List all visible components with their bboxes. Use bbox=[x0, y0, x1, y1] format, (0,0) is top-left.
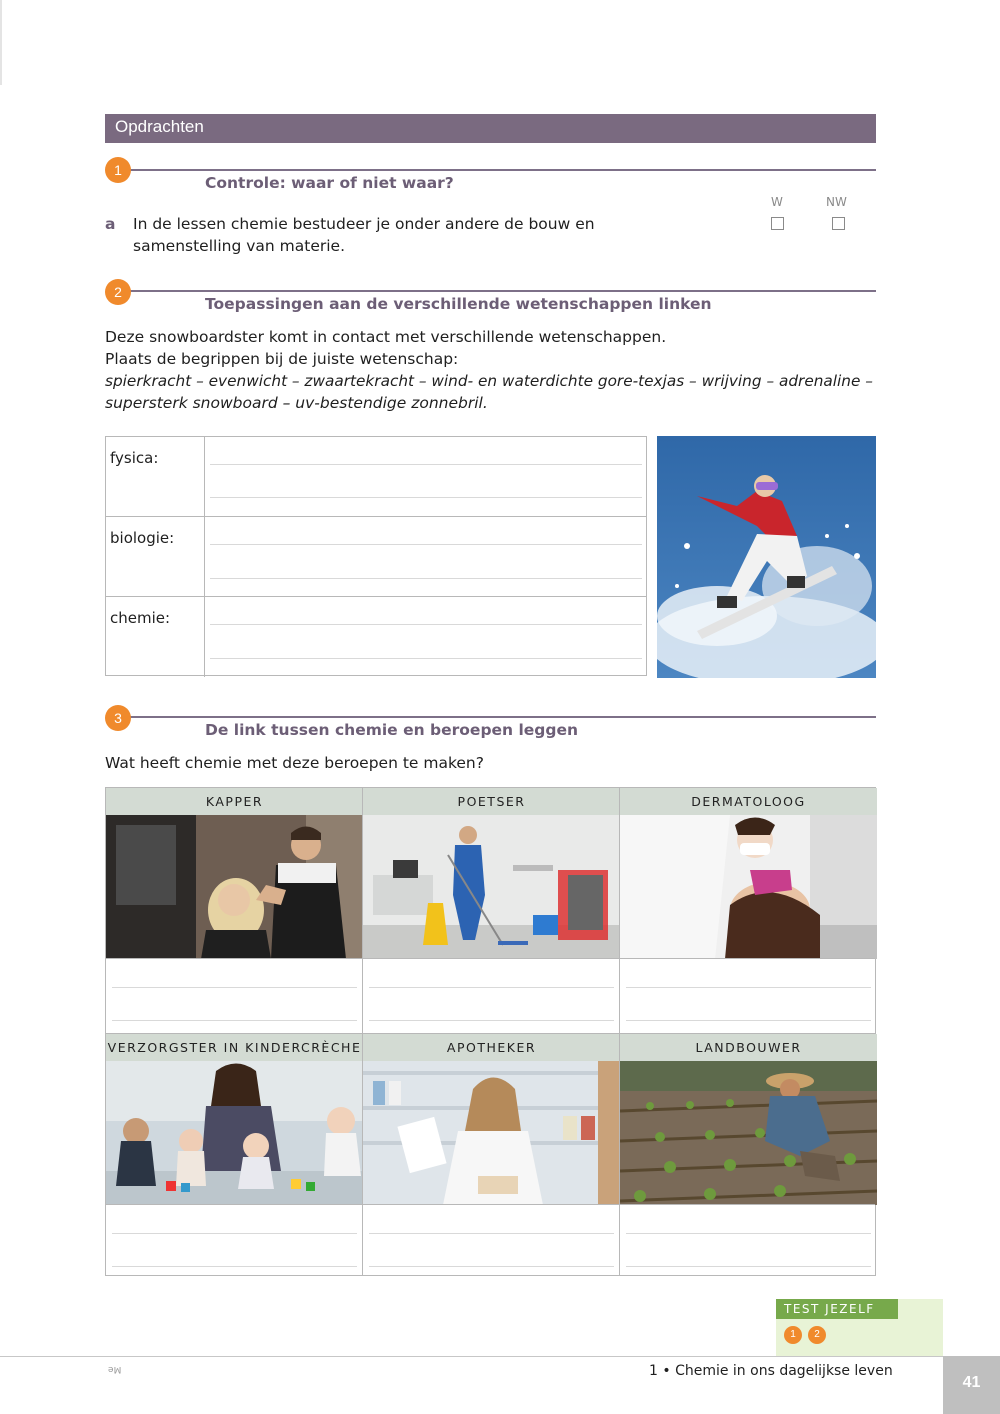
job-landbouwer bbox=[620, 1034, 877, 1277]
job-poetser bbox=[363, 788, 620, 1031]
jobs-table bbox=[105, 787, 876, 1276]
item-text-line-1: In de lessen chemie bestudeer je onder andere de bouw en bbox=[133, 215, 595, 233]
job-verzorgster bbox=[106, 1034, 363, 1277]
job-label: POETSER bbox=[363, 788, 620, 815]
footer-rule bbox=[0, 1356, 943, 1357]
answer-line[interactable] bbox=[626, 1233, 871, 1234]
page-number-box bbox=[943, 1356, 1000, 1414]
test-jezelf-label: TEST JEZELF bbox=[776, 1299, 898, 1319]
job-label: APOTHEKER bbox=[363, 1034, 620, 1061]
answer-line[interactable] bbox=[369, 987, 614, 988]
exercise-2-intro-2: Plaats de begrippen bij de juiste wetenschap: bbox=[105, 350, 459, 368]
cell-divider bbox=[204, 597, 205, 677]
page-number: 41 bbox=[962, 1374, 981, 1391]
answer-line[interactable] bbox=[626, 1266, 871, 1267]
item-letter: a bbox=[105, 215, 116, 233]
column-divider bbox=[619, 788, 620, 1275]
answer-line[interactable] bbox=[112, 1233, 357, 1234]
kapper-photo bbox=[106, 815, 363, 959]
answer-line[interactable] bbox=[369, 1266, 614, 1267]
photo-divider bbox=[106, 1204, 875, 1205]
exercise-2-intro-1: Deze snowboardster komt in contact met verschillende wetenschappen. bbox=[105, 328, 667, 346]
job-label: KAPPER bbox=[106, 788, 363, 815]
answer-line[interactable] bbox=[626, 987, 871, 988]
verzorgster-photo bbox=[106, 1061, 363, 1205]
exercise-3-number: 3 bbox=[105, 705, 131, 731]
cell-divider bbox=[204, 517, 205, 597]
page-edge bbox=[0, 0, 2, 85]
test-item-1[interactable]: 1 bbox=[784, 1326, 802, 1344]
answer-line[interactable] bbox=[112, 1020, 357, 1021]
answer-line[interactable] bbox=[210, 544, 642, 545]
exercise-2-terms-1: spierkracht – evenwicht – zwaartekracht – wind- en waterdichte gore-texjas – wrijving – adrenaline – bbox=[105, 372, 873, 390]
exercise-2-terms-2: supersterk snowboard – uv-bestendige zonnebril. bbox=[105, 394, 488, 412]
section-header bbox=[105, 114, 876, 143]
test-jezelf-box bbox=[776, 1299, 943, 1356]
exercise-2-number: 2 bbox=[105, 279, 131, 305]
true-column-label: W bbox=[771, 195, 783, 209]
snowboarder-photo bbox=[657, 436, 876, 678]
exercise-1-rule bbox=[118, 169, 876, 171]
science-row-chemie bbox=[106, 597, 646, 677]
section-title: Opdrachten bbox=[115, 117, 204, 136]
science-table bbox=[105, 436, 647, 676]
cell-divider bbox=[204, 437, 205, 517]
answer-line[interactable] bbox=[210, 578, 642, 579]
false-column-label: NW bbox=[826, 195, 847, 209]
answer-line[interactable] bbox=[369, 1020, 614, 1021]
science-label: chemie: bbox=[110, 609, 171, 627]
science-row-biologie bbox=[106, 517, 646, 597]
job-label: LANDBOUWER bbox=[620, 1034, 877, 1061]
item-text-line-2: samenstelling van materie. bbox=[133, 237, 346, 255]
science-row-fysica bbox=[106, 437, 646, 517]
job-apotheker bbox=[363, 1034, 620, 1277]
answer-line[interactable] bbox=[210, 464, 642, 465]
job-dermatoloog bbox=[620, 788, 877, 1031]
job-label: VERZORGSTER IN KINDERCRÈCHE bbox=[106, 1034, 363, 1061]
poetser-photo bbox=[363, 815, 620, 959]
answer-line[interactable] bbox=[210, 658, 642, 659]
exercise-1-title: Controle: waar of niet waar? bbox=[205, 174, 454, 192]
answer-line[interactable] bbox=[112, 987, 357, 988]
answer-line[interactable] bbox=[210, 624, 642, 625]
answer-line[interactable] bbox=[112, 1266, 357, 1267]
exercise-3-title: De link tussen chemie en beroepen leggen bbox=[205, 721, 579, 739]
answer-line[interactable] bbox=[626, 1020, 871, 1021]
job-label: DERMATOLOOG bbox=[620, 788, 877, 815]
photo-divider bbox=[106, 958, 875, 959]
exercise-3-rule bbox=[118, 716, 876, 718]
exercise-3-question: Wat heeft chemie met deze beroepen te maken? bbox=[105, 754, 484, 772]
row-divider bbox=[106, 1033, 875, 1034]
science-label: fysica: bbox=[110, 449, 159, 467]
answer-line[interactable] bbox=[210, 497, 642, 498]
chapter-title: 1 • Chemie in ons dagelijkse leven bbox=[649, 1363, 893, 1379]
landbouwer-photo bbox=[620, 1061, 877, 1205]
false-checkbox[interactable] bbox=[832, 217, 845, 230]
science-label: biologie: bbox=[110, 529, 175, 547]
exercise-1-number: 1 bbox=[105, 157, 131, 183]
dermatoloog-photo bbox=[620, 815, 877, 959]
exercise-2-title: Toepassingen aan de verschillende wetenschappen linken bbox=[205, 295, 712, 313]
true-checkbox[interactable] bbox=[771, 217, 784, 230]
job-kapper bbox=[106, 788, 363, 1031]
test-item-2[interactable]: 2 bbox=[808, 1326, 826, 1344]
exercise-2-rule bbox=[118, 290, 876, 292]
footer-mark: Me bbox=[108, 1364, 122, 1374]
column-divider bbox=[362, 788, 363, 1275]
apotheker-photo bbox=[363, 1061, 620, 1205]
answer-line[interactable] bbox=[369, 1233, 614, 1234]
